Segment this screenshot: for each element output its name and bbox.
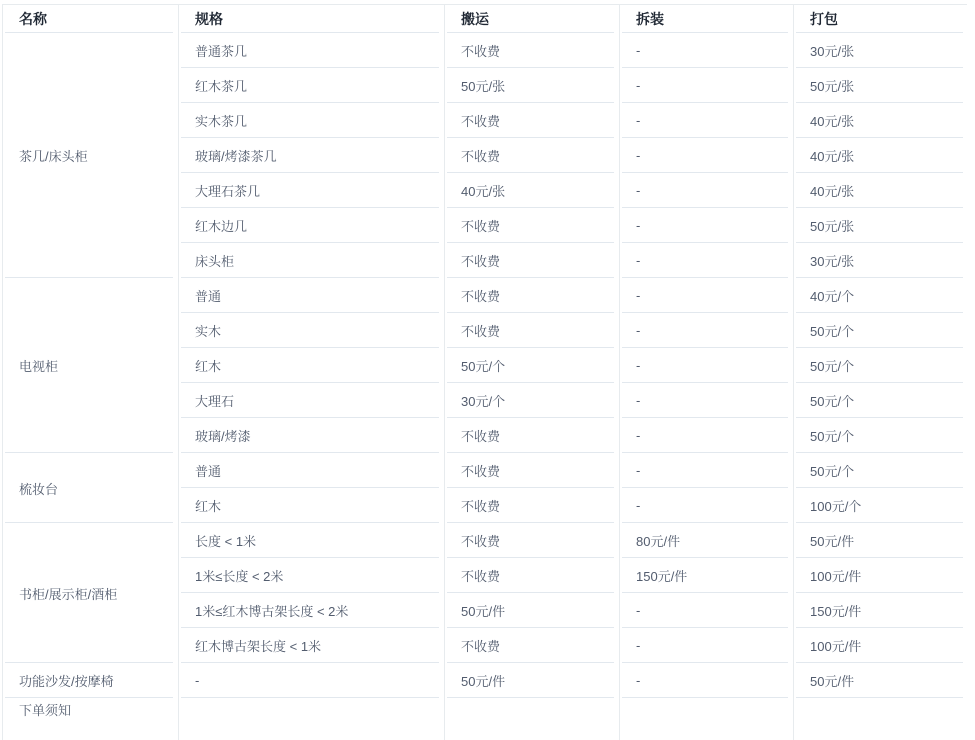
spec-cell: 普通 (178, 453, 444, 488)
disassemble-fee-cell: - (619, 33, 793, 68)
column-header-move: 搬运 (444, 5, 619, 33)
pack-fee-cell: 40元/张 (793, 173, 968, 208)
spec-cell: 长度 < 1米 (178, 523, 444, 558)
disassemble-fee-cell: - (619, 173, 793, 208)
move-fee-cell: 30元/个 (444, 383, 619, 418)
move-fee-cell: 不收费 (444, 628, 619, 663)
spec-cell: 1米≤红木博古架长度 < 2米 (178, 593, 444, 628)
column-header-name: 名称 (3, 5, 178, 33)
spec-cell: 玻璃/烤漆茶几 (178, 138, 444, 173)
header-row (3, 5, 968, 33)
table-row-partial (3, 698, 968, 740)
spec-cell: 红木博古架长度 < 1米 (178, 628, 444, 663)
pack-fee-cell: 30元/张 (793, 33, 968, 68)
move-fee-cell: 不收费 (444, 558, 619, 593)
disassemble-fee-cell (619, 698, 793, 740)
spec-cell (178, 698, 444, 740)
pack-fee-cell: 50元/个 (793, 383, 968, 418)
move-fee-cell: 不收费 (444, 243, 619, 278)
pack-fee-cell: 100元/件 (793, 558, 968, 593)
spec-cell: 大理石茶几 (178, 173, 444, 208)
pack-fee-cell: 100元/个 (793, 488, 968, 523)
disassemble-fee-cell: - (619, 278, 793, 313)
disassemble-fee-cell: - (619, 628, 793, 663)
disassemble-fee-cell: - (619, 593, 793, 628)
spec-cell: - (178, 663, 444, 698)
spec-cell: 大理石 (178, 383, 444, 418)
disassemble-fee-cell: - (619, 663, 793, 698)
spec-cell: 红木 (178, 348, 444, 383)
pack-fee-cell: 50元/个 (793, 313, 968, 348)
move-fee-cell: 不收费 (444, 488, 619, 523)
move-fee-cell (444, 698, 619, 740)
spec-cell: 红木 (178, 488, 444, 523)
column-header-spec: 规格 (178, 5, 444, 33)
pack-fee-cell: 50元/件 (793, 523, 968, 558)
move-fee-cell: 不收费 (444, 418, 619, 453)
spec-cell: 1米≤长度 < 2米 (178, 558, 444, 593)
spec-cell: 普通 (178, 278, 444, 313)
pack-fee-cell (793, 698, 968, 740)
disassemble-fee-cell: - (619, 208, 793, 243)
table-row (3, 278, 968, 313)
pack-fee-cell: 50元/个 (793, 348, 968, 383)
disassemble-fee-cell: - (619, 103, 793, 138)
spec-cell: 实木 (178, 313, 444, 348)
pack-fee-cell: 50元/个 (793, 453, 968, 488)
group-name-cell: 书柜/展示柜/酒柜 (3, 523, 178, 663)
move-fee-cell: 50元/件 (444, 663, 619, 698)
disassemble-fee-cell: - (619, 418, 793, 453)
spec-cell: 红木边几 (178, 208, 444, 243)
group-name-cell: 电视柜 (3, 278, 178, 453)
column-header-pack: 打包 (793, 5, 968, 33)
disassemble-fee-cell: - (619, 138, 793, 173)
spec-cell: 实木茶几 (178, 103, 444, 138)
spec-cell: 普通茶几 (178, 33, 444, 68)
pricing-table (2, 4, 967, 740)
pack-fee-cell: 50元/个 (793, 418, 968, 453)
move-fee-cell: 50元/个 (444, 348, 619, 383)
disassemble-fee-cell: 80元/件 (619, 523, 793, 558)
spec-cell: 床头柜 (178, 243, 444, 278)
table-row (3, 663, 968, 698)
move-fee-cell: 不收费 (444, 33, 619, 68)
move-fee-cell: 不收费 (444, 103, 619, 138)
table-row (3, 453, 968, 488)
pack-fee-cell: 40元/个 (793, 278, 968, 313)
disassemble-fee-cell: - (619, 488, 793, 523)
furniture-price-table (3, 5, 968, 740)
pack-fee-cell: 50元/张 (793, 68, 968, 103)
disassemble-fee-cell: - (619, 453, 793, 488)
spec-cell: 玻璃/烤漆 (178, 418, 444, 453)
group-name-cell: 茶几/床头柜 (3, 33, 178, 278)
table-row (3, 33, 968, 68)
spec-cell: 红木茶几 (178, 68, 444, 103)
disassemble-fee-cell: - (619, 313, 793, 348)
disassemble-fee-cell: - (619, 348, 793, 383)
disassemble-fee-cell: - (619, 243, 793, 278)
group-name-cell: 下单须知 (3, 698, 178, 740)
pack-fee-cell: 50元/张 (793, 208, 968, 243)
move-fee-cell: 50元/张 (444, 68, 619, 103)
disassemble-fee-cell: - (619, 68, 793, 103)
move-fee-cell: 不收费 (444, 453, 619, 488)
move-fee-cell: 不收费 (444, 208, 619, 243)
pack-fee-cell: 150元/件 (793, 593, 968, 628)
move-fee-cell: 不收费 (444, 313, 619, 348)
group-name-cell: 功能沙发/按摩椅 (3, 663, 178, 698)
pack-fee-cell: 50元/件 (793, 663, 968, 698)
table-row (3, 523, 968, 558)
pack-fee-cell: 40元/张 (793, 103, 968, 138)
pack-fee-cell: 100元/件 (793, 628, 968, 663)
column-header-disassemble: 拆装 (619, 5, 793, 33)
pack-fee-cell: 40元/张 (793, 138, 968, 173)
move-fee-cell: 不收费 (444, 278, 619, 313)
move-fee-cell: 不收费 (444, 523, 619, 558)
disassemble-fee-cell: - (619, 383, 793, 418)
pack-fee-cell: 30元/张 (793, 243, 968, 278)
move-fee-cell: 不收费 (444, 138, 619, 173)
group-name-cell: 梳妆台 (3, 453, 178, 523)
disassemble-fee-cell: 150元/件 (619, 558, 793, 593)
move-fee-cell: 40元/张 (444, 173, 619, 208)
move-fee-cell: 50元/件 (444, 593, 619, 628)
